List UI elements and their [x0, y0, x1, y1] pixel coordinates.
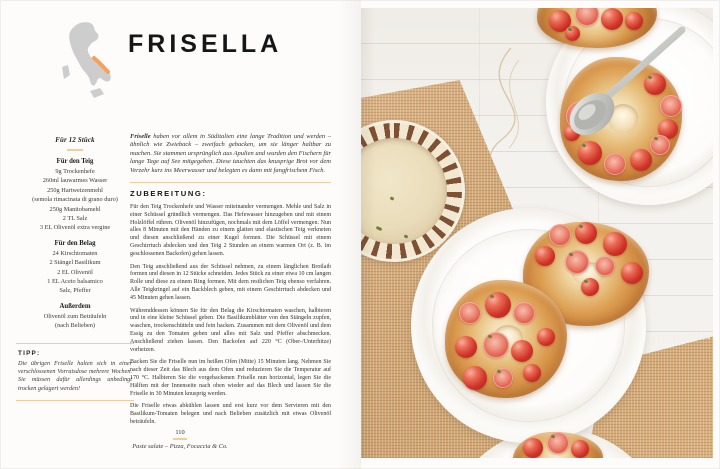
- basil-fleck: [489, 294, 494, 298]
- basil-fleck: [569, 252, 574, 256]
- preparation-heading: ZUBEREITUNG:: [130, 189, 207, 199]
- ingredient-item: 2 Stängel Basilikum: [49, 259, 101, 267]
- ingredient-item: 2 EL Olivenöl: [57, 268, 93, 276]
- ingredient-item: Salz, Pfeffer: [59, 287, 91, 295]
- cherry-tomato: [630, 149, 652, 171]
- cherry-tomato: [463, 366, 487, 390]
- basil-fleck: [579, 224, 584, 228]
- cherry-tomato: [493, 368, 513, 388]
- basil-fleck: [584, 279, 589, 283]
- tip-label: TIPP:: [18, 349, 41, 357]
- cherry-tomato: [604, 153, 626, 175]
- chapter-title: Paste salate – Pizza, Focaccia & Co.: [132, 443, 228, 450]
- ingredient-item: Olivenöl zum Beträufeln: [43, 312, 107, 320]
- ingredient-section-ausserdem: [16, 303, 134, 331]
- cherry-tomato: [549, 224, 571, 246]
- divider: [130, 182, 331, 183]
- basil-fleck: [487, 334, 492, 338]
- ingredient-item: 260ml lauwarmes Wasser: [42, 177, 108, 185]
- basil-fleck: [496, 370, 501, 374]
- ingredient-item: 250g Manitobamehl: [49, 205, 101, 213]
- ingredient-item: (semola rimacinata di grano duro): [32, 196, 118, 204]
- ingredient-list: [16, 312, 134, 331]
- basil-fleck: [579, 8, 584, 9]
- cherry-tomato: [565, 250, 589, 274]
- ingredient-list: [16, 167, 134, 233]
- ingredient-item: 2 TL Salz: [62, 215, 88, 223]
- cherry-tomato: [483, 332, 509, 358]
- page-footer: [0, 429, 360, 450]
- ingredients-sidebar: [16, 137, 134, 401]
- cherry-tomato: [523, 364, 541, 382]
- basil-fleck: [551, 434, 556, 438]
- cherry-tomato: [513, 302, 535, 324]
- italy-map-icon: [54, 20, 114, 112]
- ingredient-section-teig: [16, 158, 134, 233]
- spoon: [554, 22, 694, 144]
- yield-heading: Für 12 Stück: [55, 137, 95, 144]
- ingredient-list: [16, 249, 134, 296]
- cherry-tomato: [511, 340, 533, 362]
- cherry-tomato: [575, 222, 597, 244]
- preparation-paragraph: Für den Teig Trockenhefe und Wasser miteinander vermengen. Mehle und Salz in einer Schüssel gründlich vermengen. Das Hefewasser hinzugeben und mit einem Holzlöffel rühren. Olivenöl hinzufügen, nochmals mit dem Löffel vermengen. Nun alles 8 Minuten mit den Händen zu einem glatten und elastischen Teig verkneten und diesen anschließend zu einer Kugel formen. Die Schüssel mit einem Geschirrtuch abdecken und den Teig 2 Stunden an einem warmen Ort (z. B. im geschlossenen Backofen) gehen lassen.: [130, 204, 331, 257]
- divider: [173, 438, 187, 440]
- ingredient-section-heading: Außerdem: [59, 302, 91, 310]
- recipe-body: [130, 133, 331, 432]
- ingredient-section-belag: [16, 240, 134, 296]
- preparation-paragraph: Den Teig anschließend aus der Schüssel nehmen, zu einem länglichen Brotlaib formen und diesen in 12 Stücke schneiden. Jedes Stück zu einer etwa 10 cm langen Rolle und diese zu einem Ring formen. Mit dem restlichen Teig ebenso verfahren. Alle Teigkringel auf ein Backblech geben, mit einem Geschirrtuch abdecken und 45 Minuten gehen lassen.: [130, 263, 331, 301]
- cherry-tomato: [455, 336, 477, 358]
- preparation-paragraphs: [130, 204, 331, 427]
- cherry-tomato: [547, 432, 569, 454]
- page-gutter-shadow: [338, 0, 361, 469]
- ingredient-section-heading: Für den Teig: [56, 158, 94, 165]
- cherry-tomato: [621, 262, 643, 284]
- ingredient-item: 250g Hartweizenmehl: [47, 186, 103, 194]
- cherry-tomato: [485, 292, 511, 318]
- intro-paragraph: [130, 133, 331, 175]
- cherry-tomato: [571, 440, 589, 458]
- cherry-tomato: [578, 141, 602, 165]
- ingredient-item: 1 EL Aceto balsamico: [47, 278, 103, 286]
- preparation-paragraph: Währenddessen können Sie für den Belag die Kirschtomaten waschen, halbieren und in eine kleine Schüssel geben. Die Basilikumblätter von den Stängeln zupfen, waschen, trockenschütteln und fein hacken. Zusammen mit dem Olivenöl und dem Essig zu den Tomaten geben und alles mit Salz und Pfeffer abschmecken. Anschließend ziehen lassen. Den Backofen auf 220 °C (Ober-/Unterhitze) vorheizen.: [130, 307, 331, 353]
- page-title: FRISELLA: [128, 30, 283, 58]
- intro-lead: Friselle: [130, 133, 151, 140]
- divider: [67, 149, 83, 151]
- ingredient-section-heading: Für den Belag: [54, 239, 96, 247]
- cherry-tomato: [459, 302, 481, 324]
- preparation-paragraph: Die Friselle etwas abkühlen lassen und erst kurz vor dem Servieren mit den Basilikum-Tomaten belegen und nach Belieben zusätzlich mit etwas Olivenöl beträufeln.: [130, 403, 331, 425]
- ingredient-item: 3 EL Olivenöl extra vergine: [39, 224, 111, 232]
- tip-text: Die übrigen Friselle halten sich in einer verschlossenen Vorratsdose mehrere Wochen. Sie müssen dafür allerdings unbedingt trocken gelagert werden!: [18, 359, 132, 392]
- ingredient-item: 9g Trockenhefe: [55, 168, 95, 175]
- cherry-tomato: [537, 328, 555, 346]
- cherry-tomato: [523, 438, 543, 458]
- ingredient-item: 24 Kirschtomaten: [52, 249, 98, 257]
- ingredient-item: (nach Belieben): [54, 322, 96, 330]
- recipe-photo: [361, 8, 713, 458]
- frisella-bread: [445, 280, 567, 398]
- intro-rest: haben vor allem in Süditalien eine lange Tradition und werden – ähnlich wie Zwieback – zweifach gebacken, um sie länger haltbar zu machen. Sie stammen ursprünglich aus Apulien und wurden den Fischern für lange Tage auf See mitgegeben. Diese tauchten das knusprige Brot vor dem Verzehr kurz ins Meerwasser und belegten es dann mit fangfrischem Fisch.: [130, 133, 331, 174]
- cherry-tomato: [535, 246, 555, 266]
- preparation-paragraph: Backen Sie die Friselle nun im heißen Ofen (Mitte) 15 Minuten lang. Nehmen Sie nach dieser Zeit das Blech aus dem Ofen und reduzieren Sie die Temperatur auf 170 °C. Halbieren Sie die vorgebackenen Friselle nun horizontal, legen Sie die Hälften mit der Innenseite nach oben wieder auf das Blech und lassen Sie die Friselle in 30 Minuten knusprig werden.: [130, 359, 331, 397]
- cherry-tomato: [595, 256, 615, 276]
- cherry-tomato: [603, 232, 627, 256]
- cherry-tomato: [581, 278, 599, 296]
- tip-box: [16, 343, 134, 401]
- page-number: 110: [175, 429, 185, 436]
